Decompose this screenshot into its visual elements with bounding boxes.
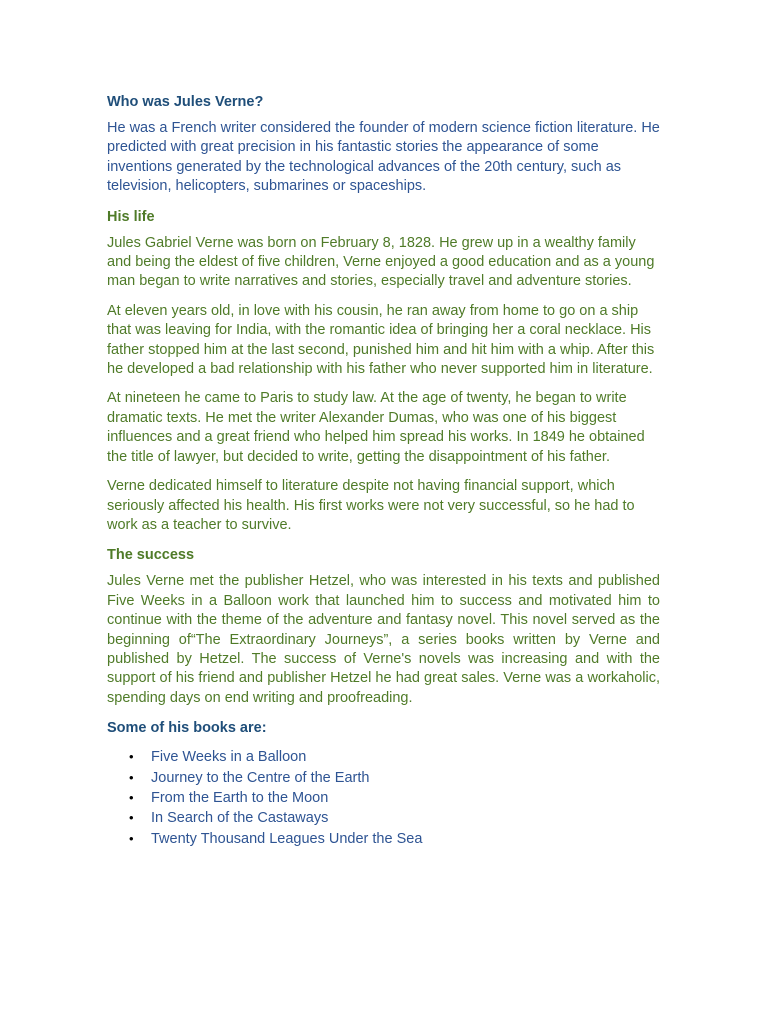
list-item-text: From the Earth to the Moon — [151, 789, 329, 806]
list-item-text: Journey to the Centre of the Earth — [151, 769, 370, 786]
life-paragraph-1: Jules Gabriel Verne was born on February 8, 1828. He grew up in a wealthy family and being the eldest of five children, Verne enjoyed a good education and as a young man began to write narratives and stories, especially travel and adventure stories. — [107, 234, 655, 290]
bullet-icon: • — [129, 810, 134, 826]
books-list — [107, 747, 660, 849]
document-page — [107, 92, 660, 849]
list-item-text: Twenty Thousand Leagues Under the Sea — [151, 830, 423, 847]
section-heading-life: His life — [107, 208, 155, 225]
list-item-text: In Search of the Castaways — [151, 810, 329, 827]
bullet-icon: • — [129, 769, 134, 785]
list-item — [107, 747, 660, 767]
bullet-icon: • — [129, 749, 134, 765]
section-heading-books: Some of his books are: — [107, 720, 267, 737]
page-title: Who was Jules Verne? — [107, 94, 264, 110]
success-paragraph: Jules Verne met the publisher Hetzel, who was interested in his texts and published Five Weeks in a Balloon work that launched him to success and motivated him to continue with the theme of the adventure and fantasy novel. This novel served as the beginning of“The Extraordinary Journeys”, a series books written by Verne and published by Hetzel. The success of Verne's novels was increasing and with the support of his friend and publisher Hetzel he had great sales. Verne was a workaholic, spending days on end writing and proofreading. — [107, 573, 660, 706]
list-item — [107, 788, 660, 808]
list-item-text: Five Weeks in a Balloon — [151, 749, 307, 766]
bullet-icon: • — [129, 830, 134, 846]
list-item — [107, 808, 660, 828]
section-heading-success: The success — [107, 547, 195, 564]
life-paragraph-2: At eleven years old, in love with his cousin, he ran away from home to go on a ship that was leaving for India, with the romantic idea of bringing her a coral necklace. His father stopped him at the last second, punished him and hit him with a whip. After this he developed a bad relationship with his father who never supported him in literature. — [107, 302, 655, 378]
list-item — [107, 768, 660, 788]
life-paragraph-4: Verne dedicated himself to literature despite not having financial support, which seriously affected his health. His first works were not very successful, so he had to work as a teacher to survive. — [107, 478, 635, 533]
list-item — [107, 829, 660, 849]
life-paragraph-3: At nineteen he came to Paris to study law. At the age of twenty, he began to write dramatic texts. He met the writer Alexander Dumas, who was one of his biggest influences and a great friend who helped him spread his works. In 1849 he obtained the title of lawyer, but decided to write, getting the disappointment of his father. — [107, 390, 645, 465]
bullet-icon: • — [129, 789, 134, 805]
intro-paragraph: He was a French writer considered the founder of modern science fiction literature. He predicted with great precision in his fantastic stories the appearance of some inventions generated by the technological advances of the 20th century, such as television, helicopters, submarines or spaceships. — [107, 120, 660, 195]
